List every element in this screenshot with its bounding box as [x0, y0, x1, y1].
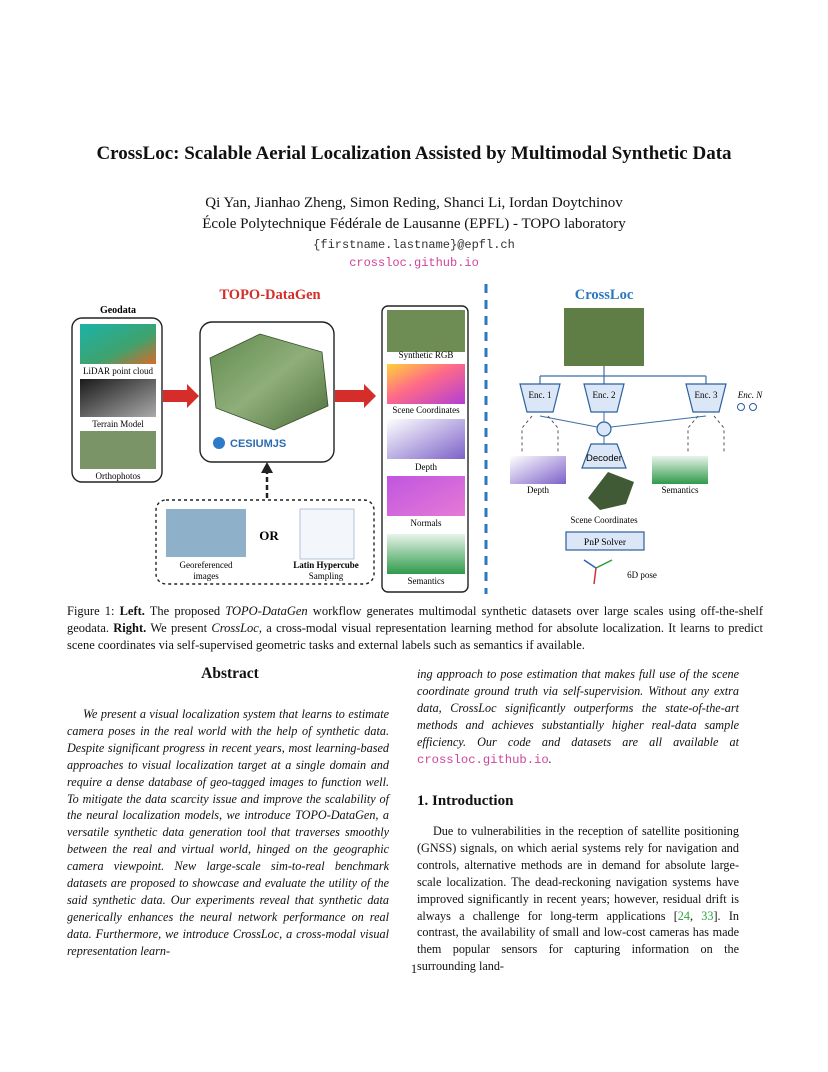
enc1-label: Enc. 1: [528, 390, 552, 400]
pose-axis-x: [594, 568, 596, 584]
introduction-heading: 1. Introduction: [417, 793, 514, 809]
geo-images-label-2: images: [193, 571, 219, 581]
abstract-continued: ing approach to pose estimation that makes full use of the scene coordinate ground truth via self-supervision. Without any extra data, CrossLoc significantly outperforms the state-of-the-art methods and achieves substantially higher real-data sample efficiency. Our code and datasets are all available at crossloc.github.io.: [417, 667, 739, 767]
scene-coords-image: [387, 364, 465, 404]
scene-coords-label: Scene Coordinates: [392, 405, 460, 415]
depth-output-image: [510, 456, 566, 484]
cesium-label: CESIUMJS: [230, 438, 287, 450]
pose-axis-z: [584, 560, 596, 568]
normals-label: Normals: [410, 518, 442, 528]
terrain-3d: [210, 334, 328, 430]
semantics-label: Semantics: [407, 576, 445, 586]
semantics-output-label: Semantics: [661, 485, 699, 495]
scene-coords-output-label: Scene Coordinates: [570, 515, 638, 525]
georeferenced-image: [166, 509, 246, 557]
synthetic-rgb-label: Synthetic RGB: [398, 350, 454, 360]
normals-image: [387, 476, 465, 516]
arrow-geodata-to-engine: [163, 384, 199, 408]
geo-images-label-1: Georeferenced: [179, 560, 233, 570]
paper-title: CrossLoc: Scalable Aerial Localization Assisted by Multimodal Synthetic Data: [96, 143, 732, 164]
fusion-node: [597, 422, 611, 436]
geodata-label: Geodata: [99, 305, 137, 316]
lhs-plot: [300, 509, 354, 559]
semantics-image: [387, 534, 465, 574]
abstract-heading: Abstract: [201, 665, 259, 682]
depth-output-label: Depth: [527, 485, 549, 495]
page-number: 1: [410, 962, 418, 976]
topo-datagen-title: TOPO-DataGen: [219, 287, 321, 303]
author-list: Qi Yan, Jianhao Zheng, Simon Reding, Shanci Li, Iordan Doytchinov: [205, 195, 623, 211]
affiliation: École Polytechnique Fédérale de Lausanne (EPFL) - TOPO laboratory: [202, 216, 626, 232]
pose-label: 6D pose: [627, 570, 657, 580]
crossloc-title: CrossLoc: [574, 287, 634, 303]
semantics-output-image: [652, 456, 708, 484]
abstract-body: We present a visual localization system that learns to estimate camera poses in the real world with the help of synthetic data. Despite significant progress in recent years, most learning-based approaches to visual localization target at a single domain and require a dense database of geo-tagged images to function well. To mitigate the data scarcity issue and improve the scalability of the neural localization models, we introduce TOPO-DataGen, a versatile synthetic data generation tool that traverses smoothly between the real and virtual world, hinged on the geographic camera viewpoint. New large-scale sim-to-real benchmark datasets are proposed to showcase and evaluate the utility of the said synthetic data. Our experiments reveal that synthetic data generically enhances the neural network performance on real data. Furthermore, we introduce CrossLoc, a cross-modal visual representation learn-: [67, 707, 389, 958]
terrain-image: [80, 379, 156, 417]
query-image: [564, 308, 644, 366]
arrow-engine-to-outputs: [335, 384, 376, 408]
citation-link[interactable]: 33: [701, 908, 714, 923]
lhs-label-2: Sampling: [308, 571, 344, 581]
email: {firstname.lastname}@epfl.ch: [313, 238, 515, 252]
point-cloud-output: [588, 472, 634, 510]
enc3-label: Enc. 3: [694, 390, 718, 400]
encn-label: Enc. N: [737, 390, 763, 400]
abstract-url-link[interactable]: crossloc.github.io: [417, 752, 549, 767]
ortho-image: [80, 431, 156, 469]
ortho-label: Orthophotos: [95, 471, 141, 481]
figure-1: [60, 278, 780, 596]
introduction-body: Due to vulnerabilities in the reception of satellite positioning (GNSS) signals, on which aerial systems rely for navigation and controls, alternative methods are in demand for absolute large-scale localization. The dead-reckoning navigation systems have improved significantly in recent years; however, residual drift is always a challenge for long-term applications [24, 33]. In contrast, the availability of small and low-cost cameras has made them popular sensors for capturing information on the surrounding land-: [417, 824, 740, 974]
lidar-image: [80, 324, 156, 364]
pose-axis-y: [596, 560, 612, 568]
depth-image: [387, 419, 465, 459]
enc2-label: Enc. 2: [592, 390, 616, 400]
lidar-label: LiDAR point cloud: [83, 366, 153, 376]
pnp-label: PnP Solver: [583, 538, 627, 548]
terrain-label: Terrain Model: [92, 419, 144, 429]
cesium-logo-icon: [213, 437, 225, 449]
decoder-label: Decoder: [586, 453, 622, 464]
or-label: OR: [259, 528, 279, 543]
figure-caption: Figure 1: Left. The proposed TOPO-DataGen workflow generates multimodal synthetic datasets over large scales using off-the-shelf geodata. Right. We present CrossLoc, a cross-modal visual representation learning method for absolute localization. It learns to predict scene coordinates via self-supervised geometric tasks and external labels such as semantics if available.: [67, 604, 764, 652]
synthetic-rgb-image: [387, 310, 465, 352]
lhs-label-1: Latin Hypercube: [293, 560, 359, 570]
depth-label: Depth: [415, 462, 437, 472]
dashed-arrow-head: [261, 462, 273, 473]
citation-link[interactable]: 24: [677, 908, 690, 923]
project-url[interactable]: crossloc.github.io: [349, 256, 479, 270]
